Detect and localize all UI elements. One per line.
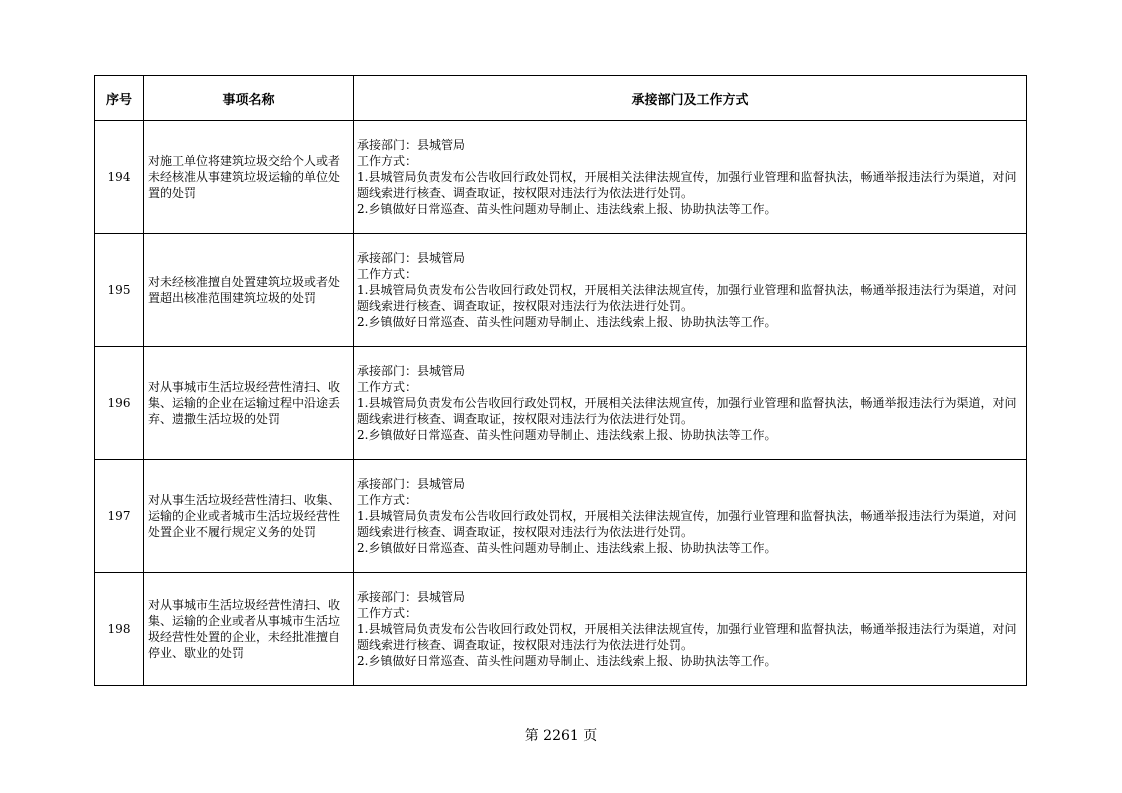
row-department-cell [354, 460, 1027, 573]
row-serial-number: 198 [95, 573, 144, 686]
row-department-text [354, 137, 1026, 217]
method-heading: 工作方式： [357, 606, 418, 620]
row-matter-name: 对从事城市生活垃圾经营性清扫、收集、运输的企业或者从事城市生活垃圾经营性处置的企业，未经批准擅自停业、歇业的处罚 [148, 598, 341, 660]
table-row [95, 347, 1027, 460]
matters-table [94, 75, 1027, 686]
method-item-1: 1.县城管局负责发布公告收回行政处罚权，开展相关法律法规宣传，加强行业管理和监督执法，畅通举报违法行为渠道，对问题线索进行核查、调查取证，按权限对违法行为依法进行处罚。 [357, 283, 1017, 313]
department-line: 承接部门：县城管局 [357, 590, 466, 604]
department-line: 承接部门：县城管局 [357, 251, 466, 265]
method-item-1: 1.县城管局负责发布公告收回行政处罚权，开展相关法律法规宣传，加强行业管理和监督执法，畅通举报违法行为渠道，对问题线索进行核查、调查取证，按权限对违法行为依法进行处罚。 [357, 396, 1017, 426]
page-number: 第 2261 页 [524, 728, 598, 744]
row-department-cell [354, 347, 1027, 460]
header-matter-name: 事项名称 [144, 76, 354, 121]
method-item-2: 2.乡镇做好日常巡查、苗头性问题劝导制止、违法线索上报、协助执法等工作。 [357, 315, 777, 329]
method-item-1: 1.县城管局负责发布公告收回行政处罚权，开展相关法律法规宣传，加强行业管理和监督执法，畅通举报违法行为渠道，对问题线索进行核查、调查取证，按权限对违法行为依法进行处罚。 [357, 509, 1017, 539]
method-item-2: 2.乡镇做好日常巡查、苗头性问题劝导制止、违法线索上报、协助执法等工作。 [357, 654, 777, 668]
row-matter-name-cell [144, 460, 354, 573]
method-item-2: 2.乡镇做好日常巡查、苗头性问题劝导制止、违法线索上报、协助执法等工作。 [357, 428, 777, 442]
row-serial-number: 197 [95, 460, 144, 573]
row-matter-name-cell [144, 121, 354, 234]
table-row [95, 234, 1027, 347]
row-matter-name: 对从事生活垃圾经营性清扫、收集、运输的企业或者城市生活垃圾经营性处置企业不履行规定义务的处罚 [148, 493, 341, 539]
row-department-cell [354, 573, 1027, 686]
row-matter-name: 对施工单位将建筑垃圾交给个人或者未经核准从事建筑垃圾运输的单位处置的处罚 [148, 154, 341, 200]
row-matter-name: 对从事城市生活垃圾经营性清扫、收集、运输的企业在运输过程中沿途丢弃、遗撒生活垃圾的处罚 [148, 380, 341, 426]
table-row [95, 460, 1027, 573]
method-item-2: 2.乡镇做好日常巡查、苗头性问题劝导制止、违法线索上报、协助执法等工作。 [357, 202, 777, 216]
table-header-row [95, 76, 1027, 121]
row-department-cell [354, 121, 1027, 234]
row-department-text [354, 476, 1026, 556]
row-department-cell [354, 234, 1027, 347]
row-serial-number: 194 [95, 121, 144, 234]
table-row [95, 573, 1027, 686]
row-matter-name-cell [144, 234, 354, 347]
method-item-1: 1.县城管局负责发布公告收回行政处罚权，开展相关法律法规宣传，加强行业管理和监督执法，畅通举报违法行为渠道，对问题线索进行核查、调查取证，按权限对违法行为依法进行处罚。 [357, 170, 1017, 200]
row-matter-name: 对未经核准擅自处置建筑垃圾或者处置超出核准范围建筑垃圾的处罚 [148, 275, 341, 305]
row-matter-name-cell [144, 347, 354, 460]
department-line: 承接部门：县城管局 [357, 138, 466, 152]
header-department-method: 承接部门及工作方式 [354, 76, 1027, 121]
method-item-2: 2.乡镇做好日常巡查、苗头性问题劝导制止、违法线索上报、协助执法等工作。 [357, 541, 777, 555]
department-line: 承接部门：县城管局 [357, 364, 466, 378]
table-row [95, 121, 1027, 234]
header-serial-number: 序号 [95, 76, 144, 121]
row-department-text [354, 589, 1026, 669]
method-heading: 工作方式： [357, 267, 418, 281]
row-serial-number: 195 [95, 234, 144, 347]
row-serial-number: 196 [95, 347, 144, 460]
method-item-1: 1.县城管局负责发布公告收回行政处罚权，开展相关法律法规宣传，加强行业管理和监督执法，畅通举报违法行为渠道，对问题线索进行核查、调查取证，按权限对违法行为依法进行处罚。 [357, 622, 1017, 652]
method-heading: 工作方式： [357, 493, 418, 507]
row-department-text [354, 363, 1026, 443]
department-line: 承接部门：县城管局 [357, 477, 466, 491]
method-heading: 工作方式： [357, 380, 418, 394]
row-department-text [354, 250, 1026, 330]
method-heading: 工作方式： [357, 154, 418, 168]
row-matter-name-cell [144, 573, 354, 686]
